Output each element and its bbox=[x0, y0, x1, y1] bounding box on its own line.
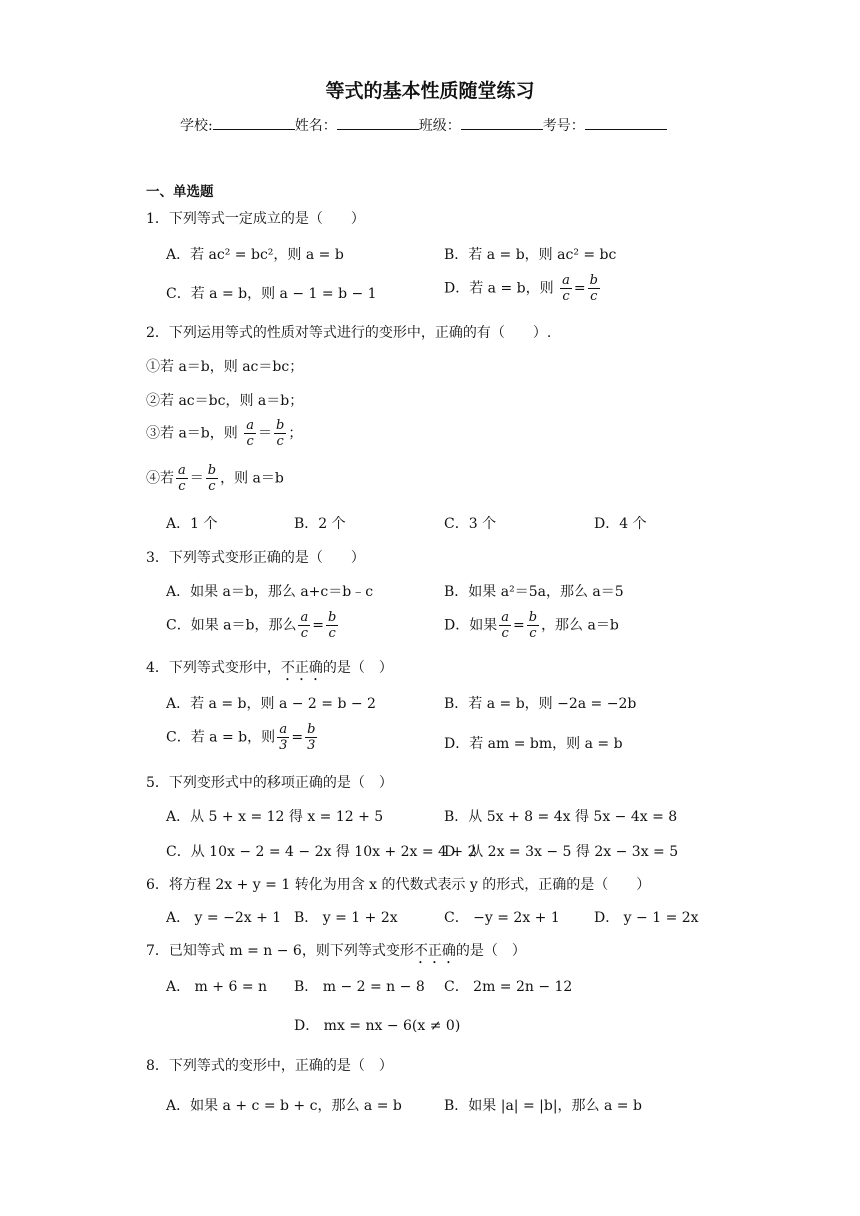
exam-no-label: 考号： bbox=[542, 118, 585, 134]
q2-option-d: D．4 个 bbox=[594, 516, 647, 532]
name-label: 姓名： bbox=[294, 118, 337, 134]
fraction-b-over-c: $\frac{b}{c}$ bbox=[589, 273, 598, 304]
question-8-stem: 8．下列等式的变形中，正确的是（ ） bbox=[146, 1058, 393, 1074]
school-blank bbox=[213, 117, 295, 130]
section-heading: 一、单选题 bbox=[146, 184, 214, 200]
question-1-stem: 1．下列等式一定成立的是（ ） bbox=[146, 211, 365, 227]
school-label: 学校: bbox=[180, 118, 213, 134]
q2-statement-2: ②若 ac＝bc，则 a＝b； bbox=[146, 393, 304, 409]
name-blank bbox=[337, 117, 419, 130]
q5-option-d: D．从 2x = 3x − 5 得 2x − 3x = 5 bbox=[444, 844, 679, 860]
question-5-stem: 5．下列变形式中的移项正确的是（ ） bbox=[146, 775, 393, 791]
fraction-a-over-c: $\frac{a}{c}$ bbox=[562, 273, 570, 304]
q6-option-d: D． y − 1 = 2x bbox=[594, 910, 699, 926]
q7-option-d: D． mx = nx − 6(x ≠ 0) bbox=[294, 1018, 461, 1034]
q4-option-d: D．若 am = bm，则 a = b bbox=[444, 736, 623, 752]
q8-option-a: A．如果 a + c = b + c，那么 a = b bbox=[166, 1098, 402, 1114]
q2-statement-3: ③若 a＝b，则 $\frac{a}{c}$ ＝ $\frac{b}{c}$ ； bbox=[146, 418, 303, 449]
q4-option-c: C．若 a = b，则 $\frac{a}{3}$ = $\frac{b}{3}$ bbox=[166, 722, 316, 753]
question-4-stem: 4．下列等式变形中，不正确的是（ ） bbox=[146, 660, 393, 676]
q5-option-a: A．从 5 + x = 12 得 x = 12 + 5 bbox=[166, 809, 384, 825]
q2-option-c: C．3 个 bbox=[444, 516, 497, 532]
q2-option-a: A．1 个 bbox=[166, 516, 218, 532]
exam-no-blank bbox=[585, 117, 667, 130]
q1-option-d: D．若 a = b，则 $\frac{a}{c}$ = $\frac{b}{c}$ bbox=[444, 273, 598, 304]
q6-option-b: B． y = 1 + 2x bbox=[294, 910, 398, 926]
question-6-stem: 6．将方程 2x + y = 1 转化为用含 x 的代数式表示 y 的形式，正确的是（ ） bbox=[146, 877, 651, 893]
q3-option-a: A．如果 a＝b，那么 a+c＝b﹣c bbox=[166, 584, 374, 600]
q5-option-c: C．从 10x − 2 = 4 − 2x 得 10x + 2x = 4 + 2 bbox=[166, 844, 477, 860]
q2-statement-4: ④若 $\frac{a}{c}$ ＝ $\frac{b}{c}$ ，则 a＝b bbox=[146, 463, 284, 494]
emphasis-not-correct: 不正确 bbox=[280, 660, 323, 676]
page-title: 等式的基本性质随堂练习 bbox=[325, 80, 535, 102]
q5-option-b: B．从 5x + 8 = 4x 得 5x − 4x = 8 bbox=[444, 809, 678, 825]
q1-option-b: B．若 a = b，则 ac² = bc bbox=[444, 247, 617, 263]
q8-option-b: B．如果 |a| = |b|，那么 a = b bbox=[444, 1098, 642, 1114]
q6-option-a: A． y = −2x + 1 bbox=[166, 910, 282, 926]
q7-option-a: A． m + 6 = n bbox=[166, 979, 268, 995]
class-blank bbox=[461, 117, 543, 130]
q3-option-b: B．如果 a²＝5a，那么 a＝5 bbox=[444, 584, 624, 600]
student-info-line bbox=[180, 115, 667, 135]
emphasis-not-correct: 不正确 bbox=[413, 943, 456, 959]
q7-option-c: C． 2m = 2n − 12 bbox=[444, 979, 573, 995]
q2-option-b: B．2 个 bbox=[294, 516, 346, 532]
q1-option-a: A．若 ac² = bc²，则 a = b bbox=[166, 247, 344, 263]
q7-option-b: B． m − 2 = n − 8 bbox=[294, 979, 425, 995]
q4-option-a: A．若 a = b，则 a − 2 = b − 2 bbox=[166, 696, 376, 712]
question-7-stem: 7．已知等式 m = n − 6，则下列等式变形不正确的是（ ） bbox=[146, 943, 526, 959]
class-label: 班级： bbox=[418, 118, 461, 134]
q6-option-c: C． −y = 2x + 1 bbox=[444, 910, 560, 926]
question-3-stem: 3．下列等式变形正确的是（ ） bbox=[146, 550, 365, 566]
q2-statement-1: ①若 a＝b，则 ac＝bc； bbox=[146, 359, 304, 375]
q3-option-c: C．如果 a＝b，那么 $\frac{a}{c}$ = $\frac{b}{c}$ bbox=[166, 610, 337, 641]
question-2-stem: 2．下列运用等式的性质对等式进行的变形中，正确的有（ ）. bbox=[146, 325, 552, 341]
q1-option-c: C．若 a = b，则 a − 1 = b − 1 bbox=[166, 286, 377, 302]
q3-option-d: D．如果 $\frac{a}{c}$ = $\frac{b}{c}$ ，那么 a＝b bbox=[444, 610, 619, 641]
q4-option-b: B．若 a = b，则 −2a = −2b bbox=[444, 696, 637, 712]
